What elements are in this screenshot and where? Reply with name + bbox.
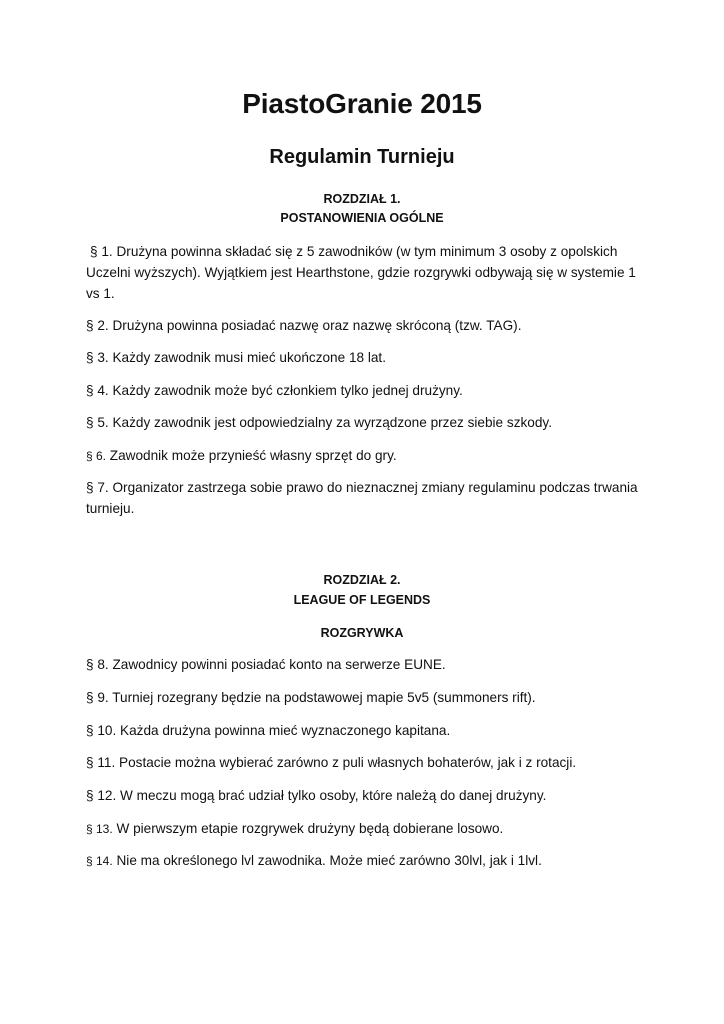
paragraph-9: [86, 687, 638, 708]
paragraph-number: § 3.: [86, 350, 109, 365]
paragraph-number: § 9.: [86, 690, 109, 705]
chapter2-name: LEAGUE OF LEGENDS: [293, 593, 431, 607]
paragraph-number: § 8.: [86, 657, 109, 672]
chapter1-heading: ROZDZIAŁ 1.: [323, 192, 401, 206]
paragraph-number: § 5.: [86, 415, 109, 430]
paragraph-text: Każdy zawodnik może być członkiem tylko jednej drużyny.: [112, 383, 463, 398]
paragraph-text: Każdy zawodnik jest odpowiedzialny za wyrządzone przez siebie szkody.: [112, 415, 552, 430]
paragraph-6: [86, 445, 638, 467]
paragraph-2: [86, 315, 638, 336]
paragraph-10: [86, 720, 638, 741]
paragraph-text: Zawodnik może przynieść własny sprzęt do gry.: [109, 448, 397, 463]
paragraph-text: Drużyna powinna posiadać nazwę oraz nazwę skróconą (tzw. TAG).: [112, 318, 522, 333]
paragraph-text: Postacie można wybierać zarówno z puli własnych bohaterów, jak i z rotacji.: [119, 755, 577, 770]
paragraph-number: § 11.: [86, 755, 116, 770]
paragraph-text: Każdy zawodnik musi mieć ukończone 18 lat.: [112, 350, 386, 365]
paragraph-number: § 2.: [86, 318, 109, 333]
paragraph-text: Każda drużyna powinna mieć wyznaczonego kapitana.: [120, 723, 451, 738]
paragraph-text: W meczu mogą brać udział tylko osoby, które należą do danej drużyny.: [120, 788, 547, 803]
paragraph-12: [86, 785, 638, 806]
paragraph-text: Drużyna powinna składać się z 5 zawodników (w tym minimum 3 osoby z opolskich Uczelni wyższych). Wyjątkiem jest Hearthstone, gdzie rozgrywki odbywają się w systemie 1 vs 1.: [86, 244, 636, 301]
paragraph-13: [86, 818, 638, 840]
paragraph-5: [86, 412, 638, 433]
paragraph-4: [86, 380, 638, 401]
paragraph-number: § 10.: [86, 723, 117, 738]
paragraph-14: [86, 850, 638, 872]
paragraph-text: W pierwszym etapie rozgrywek drużyny będą dobierane losowo.: [116, 821, 504, 836]
paragraph-8: [86, 654, 638, 675]
paragraph-number: § 6.: [86, 449, 107, 463]
paragraph-number: § 13.: [86, 822, 113, 836]
chapter2-section: ROZGRYWKA: [320, 626, 404, 640]
chapter1-name: POSTANOWIENIA OGÓLNE: [280, 211, 444, 225]
document-subtitle: Regulamin Turnieju: [269, 146, 455, 168]
paragraph-number: § 14.: [86, 854, 113, 868]
chapter2-heading: ROZDZIAŁ 2.: [323, 573, 401, 587]
paragraph-number: § 1.: [90, 244, 113, 259]
paragraph-text: Turniej rozegrany będzie na podstawowej mapie 5v5 (summoners rift).: [112, 690, 536, 705]
document-title: PiastoGranie 2015: [242, 88, 482, 119]
paragraph-3: [86, 347, 638, 368]
paragraph-11: [86, 752, 638, 773]
paragraph-number: § 7.: [86, 480, 109, 495]
paragraph-1: [86, 241, 638, 304]
paragraph-number: § 4.: [86, 383, 109, 398]
paragraph-text: Nie ma określonego lvl zawodnika. Może mieć zarówno 30lvl, jak i 1lvl.: [116, 853, 542, 868]
paragraph-number: § 12.: [86, 788, 117, 803]
paragraph-text: Organizator zastrzega sobie prawo do nieznacznej zmiany regulaminu podczas trwania turnieju.: [86, 480, 638, 516]
paragraph-text: Zawodnicy powinni posiadać konto na serwerze EUNE.: [112, 657, 446, 672]
paragraph-7: [86, 477, 638, 519]
